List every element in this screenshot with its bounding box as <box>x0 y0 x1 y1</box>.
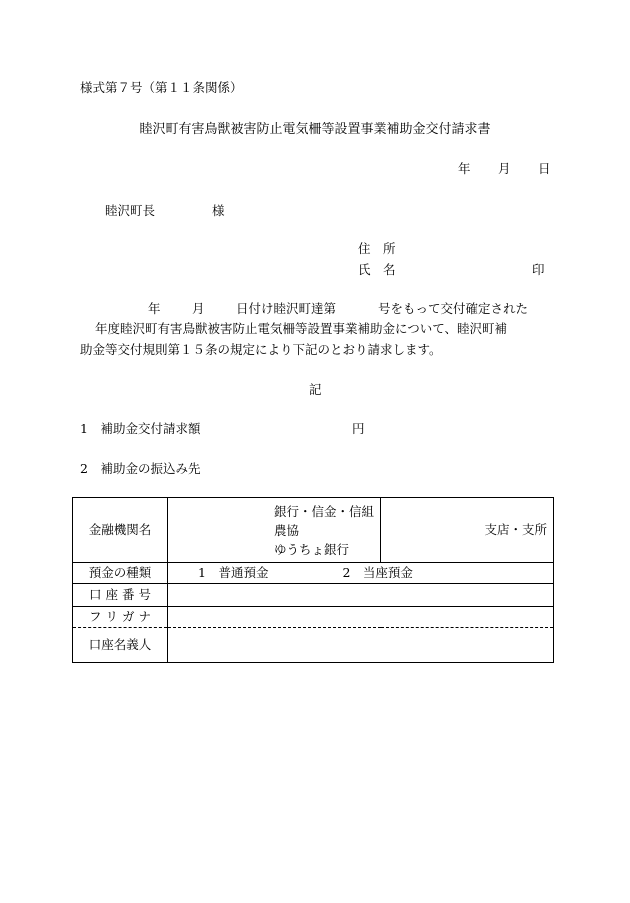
date-year-label: 年 <box>458 161 471 176</box>
body-year: 年 <box>148 301 161 316</box>
furigana-field[interactable] <box>168 607 554 628</box>
addressee-honorific: 様 <box>212 203 225 218</box>
body-month: 月 <box>192 301 205 316</box>
date-day-label: 日 <box>538 161 551 176</box>
body-date-ref: 日付け睦沢町達第 <box>236 301 337 316</box>
deposit-type-field[interactable] <box>168 563 554 584</box>
addressee-name: 睦沢町長 <box>105 203 156 218</box>
body-line-3: 助金等交付規則第１５条の規定により下記のとおり請求します。 <box>80 342 442 357</box>
furigana-label: フ リ ガ ナ <box>73 607 168 628</box>
institution-type-bank: 銀行・信金・信組 <box>274 503 375 519</box>
deposit-type-label: 預金の種類 <box>73 563 168 584</box>
item2-transfer-destination-label: 2 補助金の振込み先 <box>80 461 201 476</box>
institution-type-yucho: ゆうちょ銀行 <box>274 541 350 557</box>
branch-label: 支店・支所 <box>484 522 547 537</box>
institution-name-field[interactable] <box>168 498 381 563</box>
date-month-label: 月 <box>498 161 511 176</box>
document-title: 睦沢町有害鳥獣被害防止電気柵等設置事業補助金交付請求書 <box>139 122 491 137</box>
account-holder-label: 口座名義人 <box>73 628 168 663</box>
seal-mark: 印 <box>532 262 545 277</box>
deposit-option-current[interactable]: 2 当座預金 <box>342 565 413 580</box>
applicant-address-label: 住 所 <box>358 241 396 256</box>
branch-field[interactable] <box>381 498 554 563</box>
form-number: 様式第７号（第１１条関係） <box>80 80 243 95</box>
table-row <box>73 607 554 628</box>
account-number-label: 口 座 番 号 <box>73 584 168 607</box>
table-row <box>73 584 554 607</box>
body-line-2: 年度睦沢町有害鳥獣被害防止電気柵等設置事業補助金について、睦沢町補 <box>95 321 508 336</box>
deposit-option-ordinary[interactable]: 1 普通預金 <box>198 565 269 580</box>
institution-label: 金融機関名 <box>73 498 168 563</box>
ki-heading: 記 <box>309 382 322 397</box>
table-row <box>73 498 554 563</box>
table-row <box>73 563 554 584</box>
item1-yen-unit: 円 <box>352 421 365 436</box>
body-confirmed: 号をもって交付確定された <box>378 301 529 316</box>
bank-account-table <box>72 497 554 663</box>
institution-type-ja: 農協 <box>274 522 300 538</box>
applicant-name-label: 氏 名 <box>358 262 396 277</box>
item1-request-amount-label: 1 補助金交付請求額 <box>80 421 201 436</box>
table-row <box>73 628 554 663</box>
account-holder-field[interactable] <box>168 628 554 663</box>
account-number-field[interactable] <box>168 584 554 607</box>
